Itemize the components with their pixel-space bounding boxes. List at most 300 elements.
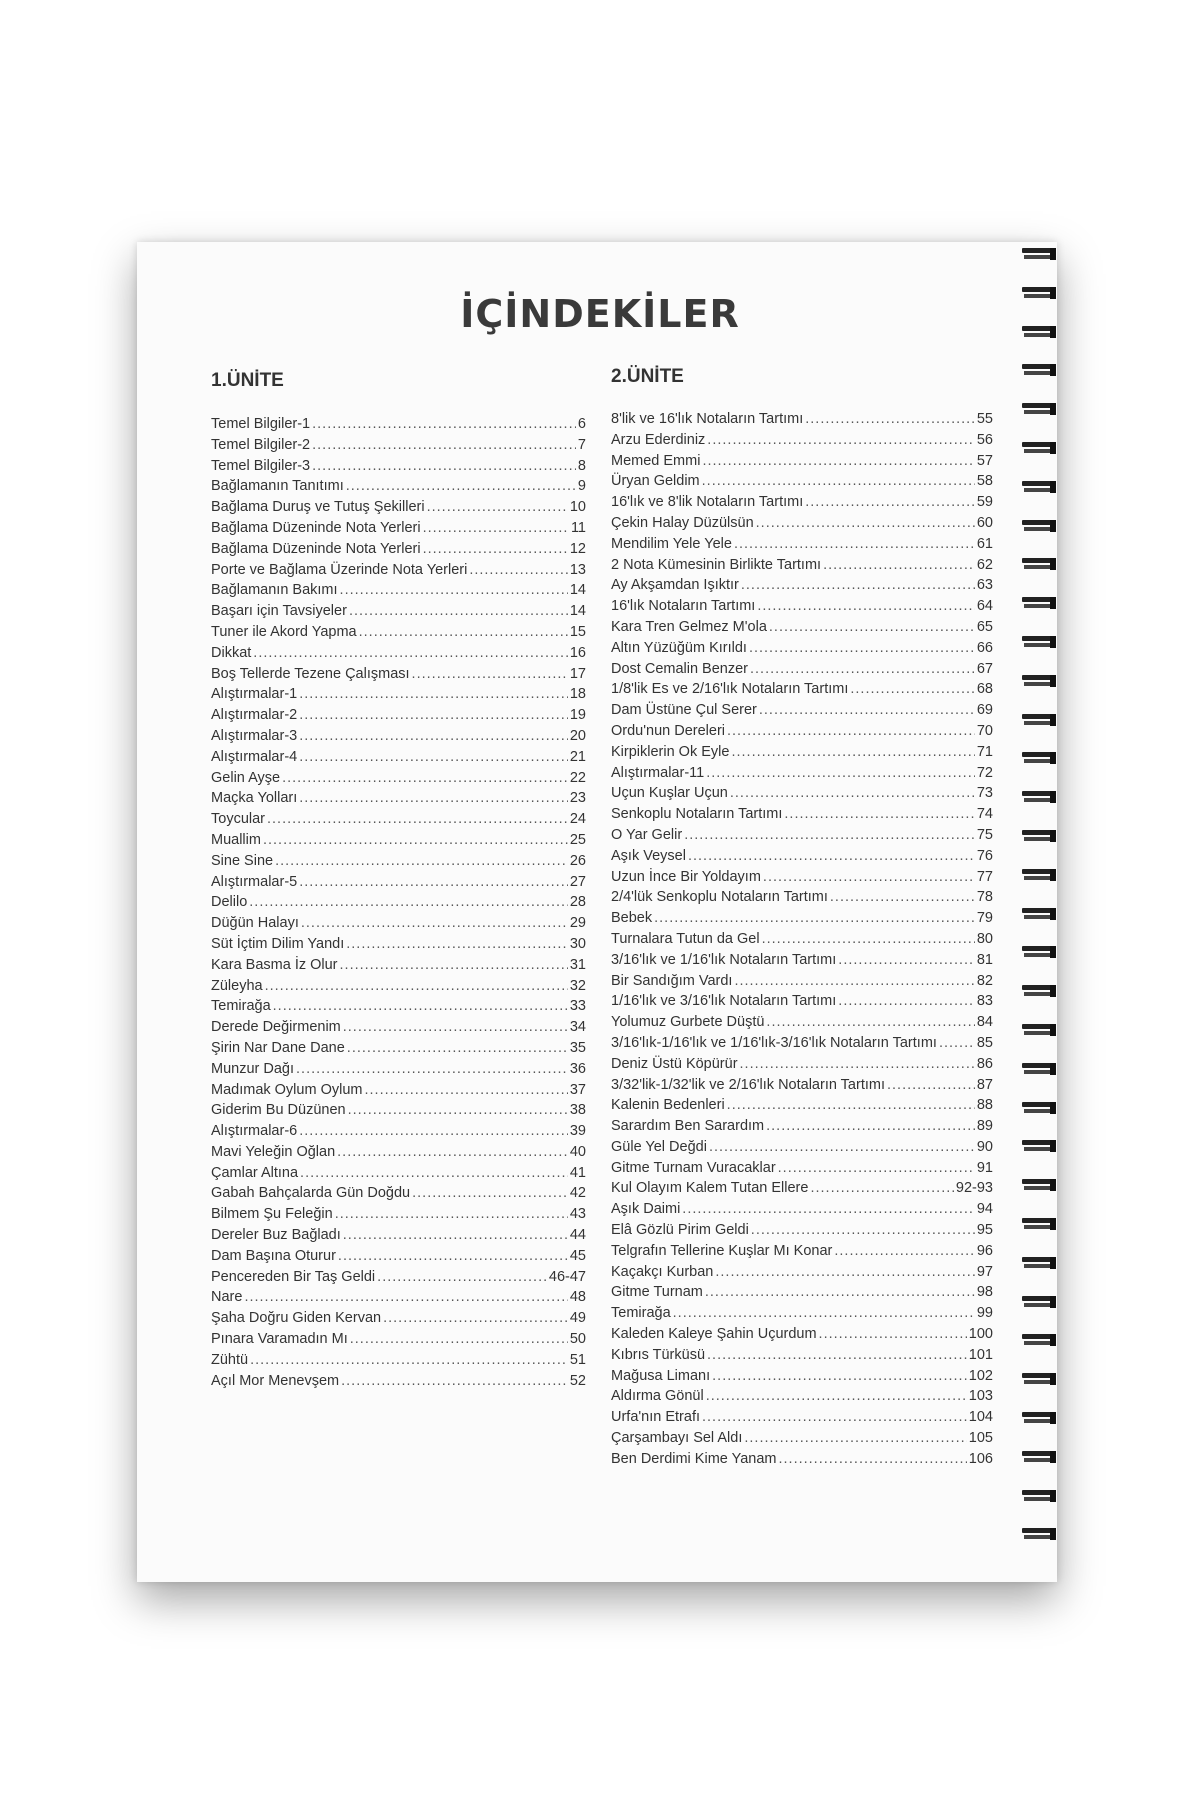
toc-entry bbox=[211, 1269, 586, 1290]
dot-leader bbox=[734, 536, 975, 552]
toc-entry bbox=[211, 1165, 586, 1186]
entry-title: Bebek bbox=[611, 910, 653, 927]
entry-page-number: 10 bbox=[569, 499, 586, 516]
entry-page-number: 63 bbox=[976, 577, 993, 594]
entry-title: Sarardım Ben Sarardım bbox=[611, 1118, 765, 1135]
toc-entry bbox=[611, 785, 993, 806]
entry-page-number: 35 bbox=[569, 1039, 586, 1056]
dot-leader bbox=[296, 1061, 568, 1077]
toc-entry bbox=[211, 1082, 586, 1103]
entry-page-number: 7 bbox=[577, 436, 586, 453]
toc-entry bbox=[611, 1035, 993, 1056]
toc-entry bbox=[211, 458, 586, 479]
entry-title: Mendilim Yele Yele bbox=[611, 535, 732, 552]
dot-leader bbox=[778, 1160, 975, 1176]
entry-page-number: 76 bbox=[976, 847, 993, 864]
dot-leader bbox=[423, 520, 569, 536]
spiral-ring bbox=[1022, 1102, 1058, 1114]
entry-title: Çarşambayı Sel Aldı bbox=[611, 1430, 743, 1447]
entry-title: Kirpiklerin Ok Eyle bbox=[611, 743, 730, 760]
entry-page-number: 86 bbox=[976, 1055, 993, 1072]
entry-page-number: 44 bbox=[569, 1227, 586, 1244]
entry-title: Nare bbox=[211, 1289, 243, 1306]
entry-page-number: 25 bbox=[569, 831, 586, 848]
dot-leader bbox=[715, 1264, 974, 1280]
entry-title: Gelin Ayşe bbox=[211, 769, 281, 786]
entry-page-number: 80 bbox=[976, 930, 993, 947]
dot-leader bbox=[766, 1014, 974, 1030]
toc-entry bbox=[611, 1388, 993, 1409]
entry-title: Turnalara Tutun da Gel bbox=[611, 930, 760, 947]
entry-page-number: 17 bbox=[569, 665, 586, 682]
entry-page-number: 9 bbox=[577, 478, 586, 495]
entry-title: Kalenin Bedenleri bbox=[611, 1097, 725, 1114]
entry-page-number: 24 bbox=[569, 811, 586, 828]
dot-leader bbox=[412, 1185, 568, 1201]
dot-leader bbox=[756, 515, 975, 531]
entry-title: 1/16'lık ve 3/16'lık Notaların Tartımı bbox=[611, 993, 837, 1010]
entry-title: Senkoplu Notaların Tartımı bbox=[611, 806, 783, 823]
toc-entry bbox=[211, 1019, 586, 1040]
entry-page-number: 62 bbox=[976, 556, 993, 573]
entry-page-number: 16 bbox=[569, 644, 586, 661]
toc-entry bbox=[611, 432, 993, 453]
spiral-ring bbox=[1022, 1218, 1058, 1230]
toc-entry bbox=[211, 1040, 586, 1061]
entry-title: Altın Yüzüğüm Kırıldı bbox=[611, 639, 747, 656]
entry-title: Bilmem Şu Feleğin bbox=[211, 1206, 333, 1223]
dot-leader bbox=[299, 749, 568, 765]
toc-entry bbox=[611, 1056, 993, 1077]
toc-entry bbox=[611, 1118, 993, 1139]
entry-title: 3/16'lık-1/16'lık ve 1/16'lık-3/16'lık Notaların Tartımı bbox=[611, 1034, 937, 1051]
dot-leader bbox=[702, 1409, 967, 1425]
toc-entry bbox=[211, 832, 586, 853]
toc-entry bbox=[211, 728, 586, 749]
entry-title: 1/8'lik Es ve 2/16'lık Notaların Tartımı bbox=[611, 681, 849, 698]
entry-title: Aşık Daimi bbox=[611, 1201, 681, 1218]
toc-entry bbox=[211, 978, 586, 999]
entry-page-number: 68 bbox=[976, 681, 993, 698]
toc-entry bbox=[611, 473, 993, 494]
toc-entry bbox=[611, 848, 993, 869]
spiral-ring bbox=[1022, 364, 1058, 376]
entry-title: Bağlamanın Tanıtımı bbox=[211, 478, 344, 495]
entry-title: Memed Emmi bbox=[611, 452, 701, 469]
toc-entry bbox=[211, 1289, 586, 1310]
entry-page-number: 37 bbox=[569, 1081, 586, 1098]
entry-page-number: 32 bbox=[569, 977, 586, 994]
entry-page-number: 55 bbox=[976, 411, 993, 427]
dot-leader bbox=[939, 1035, 975, 1051]
entry-page-number: 89 bbox=[976, 1118, 993, 1135]
spiral-ring bbox=[1022, 908, 1058, 920]
toc-entry bbox=[211, 915, 586, 936]
entry-title: Aşık Veysel bbox=[611, 847, 686, 864]
entry-page-number: 74 bbox=[976, 806, 993, 823]
toc-entry bbox=[611, 1014, 993, 1035]
entry-title: Alıştırmalar-11 bbox=[611, 764, 705, 781]
entry-page-number: 36 bbox=[569, 1060, 586, 1077]
toc-entry bbox=[611, 1451, 993, 1472]
dot-leader bbox=[348, 1102, 568, 1118]
entry-page-number: 102 bbox=[968, 1367, 993, 1384]
toc-entry bbox=[211, 1227, 586, 1248]
dot-leader bbox=[312, 437, 576, 453]
dot-leader bbox=[749, 640, 975, 656]
entry-page-number: 28 bbox=[569, 894, 586, 911]
toc-entry bbox=[611, 598, 993, 619]
entry-title: Dam Başına Oturur bbox=[211, 1247, 336, 1264]
entry-page-number: 85 bbox=[976, 1034, 993, 1051]
toc-entry bbox=[211, 998, 586, 1019]
entry-title: Giderim Bu Düzünen bbox=[211, 1102, 346, 1119]
entry-title: Kaçakçı Kurban bbox=[611, 1263, 714, 1280]
entry-page-number: 27 bbox=[569, 873, 586, 890]
entry-title: Dam Üstüne Çul Serer bbox=[611, 702, 757, 719]
toc-entry bbox=[611, 993, 993, 1014]
entry-title: Temel Bilgiler-2 bbox=[211, 436, 311, 453]
entry-title: O Yar Gelir bbox=[611, 826, 683, 843]
entry-page-number: 39 bbox=[569, 1123, 586, 1140]
entry-title: Alıştırmalar-4 bbox=[211, 748, 298, 765]
spiral-ring bbox=[1022, 675, 1058, 687]
toc-entry bbox=[611, 1222, 993, 1243]
toc-entry bbox=[211, 770, 586, 791]
entry-title: Sine Sine bbox=[211, 852, 274, 869]
dot-leader bbox=[299, 728, 568, 744]
toc-entry bbox=[611, 640, 993, 661]
spiral-ring bbox=[1022, 1296, 1058, 1308]
entry-title: Bir Sandığım Vardı bbox=[611, 972, 733, 989]
spiral-ring bbox=[1022, 752, 1058, 764]
dot-leader bbox=[343, 1227, 568, 1243]
dot-leader bbox=[427, 499, 568, 515]
unit-2-heading: 2.ÜNİTE bbox=[611, 366, 684, 387]
dot-leader bbox=[834, 1243, 974, 1259]
entry-title: Temirağa bbox=[211, 998, 271, 1015]
dot-leader bbox=[347, 1040, 568, 1056]
spiral-binding bbox=[1022, 248, 1062, 1568]
entry-title: Bağlama Düzeninde Nota Yerleri bbox=[211, 519, 421, 536]
toc-entry bbox=[211, 894, 586, 915]
spiral-ring bbox=[1022, 1257, 1058, 1269]
dot-leader bbox=[731, 744, 974, 760]
entry-page-number: 77 bbox=[976, 868, 993, 885]
spiral-ring bbox=[1022, 1140, 1058, 1152]
entry-title: Alıştırmalar-2 bbox=[211, 707, 298, 724]
entry-page-number: 42 bbox=[569, 1185, 586, 1202]
entry-page-number: 8 bbox=[577, 457, 586, 474]
dot-leader bbox=[338, 1248, 568, 1264]
toc-entry bbox=[211, 811, 586, 832]
entry-title: Kara Tren Gelmez M'ola bbox=[611, 618, 767, 635]
entry-page-number: 21 bbox=[569, 748, 586, 765]
toc-entry bbox=[611, 1368, 993, 1389]
spiral-ring bbox=[1022, 869, 1058, 881]
entry-page-number: 12 bbox=[569, 540, 586, 557]
toc-entry bbox=[611, 889, 993, 910]
toc-entry bbox=[611, 952, 993, 973]
dot-leader bbox=[709, 1139, 975, 1155]
toc-entry bbox=[211, 624, 586, 645]
toc-entry bbox=[211, 437, 586, 458]
dot-leader bbox=[769, 619, 975, 635]
entry-page-number: 95 bbox=[976, 1222, 993, 1239]
dot-leader bbox=[340, 582, 568, 598]
entry-page-number: 64 bbox=[976, 598, 993, 615]
toc-entry bbox=[611, 869, 993, 890]
dot-leader bbox=[702, 453, 974, 469]
dot-leader bbox=[838, 952, 975, 968]
dot-leader bbox=[253, 645, 568, 661]
toc-entry bbox=[211, 541, 586, 562]
entry-title: Başarı için Tavsiyeler bbox=[211, 603, 347, 620]
dot-leader bbox=[750, 661, 975, 677]
dot-leader bbox=[706, 765, 975, 781]
spiral-ring bbox=[1022, 1179, 1058, 1191]
toc-entry bbox=[211, 1373, 586, 1394]
dot-leader bbox=[727, 1097, 975, 1113]
entry-page-number: 50 bbox=[569, 1331, 586, 1348]
toc-entry bbox=[211, 1248, 586, 1269]
toc-entry bbox=[611, 1160, 993, 1181]
toc-entry bbox=[611, 453, 993, 474]
entry-page-number: 84 bbox=[976, 1014, 993, 1031]
dot-leader bbox=[763, 869, 975, 885]
toc-entry bbox=[611, 515, 993, 536]
toc-entry bbox=[611, 557, 993, 578]
entry-title: Uçun Kuşlar Uçun bbox=[611, 785, 728, 802]
dot-leader bbox=[887, 1077, 975, 1093]
dot-leader bbox=[300, 1165, 568, 1181]
spiral-ring bbox=[1022, 1451, 1058, 1463]
dot-leader bbox=[359, 624, 568, 640]
toc-entry bbox=[611, 681, 993, 702]
toc-entry bbox=[611, 765, 993, 786]
toc-entry bbox=[611, 1409, 993, 1430]
entry-page-number: 105 bbox=[968, 1430, 993, 1447]
entry-page-number: 49 bbox=[569, 1310, 586, 1327]
dot-leader bbox=[267, 811, 568, 827]
unit-1-toc-list bbox=[211, 416, 586, 1393]
dot-leader bbox=[744, 1430, 966, 1446]
entry-page-number: 94 bbox=[976, 1201, 993, 1218]
toc-entry bbox=[211, 603, 586, 624]
entry-title: Alıştırmalar-3 bbox=[211, 727, 298, 744]
entry-title: Kara Basma İz Olur bbox=[211, 956, 338, 973]
entry-page-number: 48 bbox=[569, 1289, 586, 1306]
spiral-ring bbox=[1022, 403, 1058, 415]
toc-entry bbox=[211, 1102, 586, 1123]
toc-entry bbox=[211, 666, 586, 687]
entry-page-number: 15 bbox=[569, 623, 586, 640]
entry-title: Bağlamanın Bakımı bbox=[211, 582, 338, 599]
toc-entry bbox=[211, 645, 586, 666]
dot-leader bbox=[383, 1310, 568, 1326]
toc-entry bbox=[611, 1077, 993, 1098]
entry-title: Elâ Gözlü Pirim Geldi bbox=[611, 1222, 749, 1239]
entry-title: Yolumuz Gurbete Düştü bbox=[611, 1014, 765, 1031]
entry-title: 3/32'lik-1/32'lik ve 2/16'lık Notaların Tartımı bbox=[611, 1076, 885, 1093]
entry-page-number: 79 bbox=[976, 910, 993, 927]
entry-page-number: 46-47 bbox=[548, 1268, 586, 1285]
spiral-ring bbox=[1022, 1412, 1058, 1424]
dot-leader bbox=[337, 1144, 568, 1160]
entry-title: Derede Değirmenim bbox=[211, 1019, 341, 1036]
spiral-ring bbox=[1022, 597, 1058, 609]
toc-entry bbox=[611, 1264, 993, 1285]
entry-page-number: 101 bbox=[968, 1346, 993, 1363]
spiral-ring bbox=[1022, 946, 1058, 958]
dot-leader bbox=[263, 832, 568, 848]
entry-title: Gitme Turnam Vuracaklar bbox=[611, 1159, 776, 1176]
entry-title: Urfa'nın Etrafı bbox=[611, 1409, 700, 1426]
dot-leader bbox=[250, 1352, 568, 1368]
spiral-ring bbox=[1022, 1490, 1058, 1502]
entry-title: Alıştırmalar-6 bbox=[211, 1123, 298, 1140]
entry-page-number: 52 bbox=[569, 1372, 586, 1389]
dot-leader bbox=[299, 1123, 568, 1139]
entry-title: Zühtü bbox=[211, 1351, 249, 1368]
entry-page-number: 88 bbox=[976, 1097, 993, 1114]
dot-leader bbox=[838, 993, 975, 1009]
entry-page-number: 97 bbox=[976, 1263, 993, 1280]
entry-title: 8'lik ve 16'lık Notaların Tartımı bbox=[611, 411, 804, 427]
entry-title: Züleyha bbox=[211, 977, 263, 994]
entry-page-number: 59 bbox=[976, 494, 993, 511]
entry-title: Süt İçtim Dilim Yandı bbox=[211, 935, 345, 952]
entry-page-number: 90 bbox=[976, 1138, 993, 1155]
dot-leader bbox=[805, 494, 975, 510]
dot-leader bbox=[706, 1388, 967, 1404]
spiral-ring bbox=[1022, 248, 1058, 260]
entry-page-number: 34 bbox=[569, 1019, 586, 1036]
entry-page-number: 30 bbox=[569, 935, 586, 952]
dot-leader bbox=[830, 889, 975, 905]
entry-page-number: 70 bbox=[976, 722, 993, 739]
entry-page-number: 6 bbox=[577, 416, 586, 432]
entry-title: Çamlar Altına bbox=[211, 1164, 299, 1181]
dot-leader bbox=[850, 681, 974, 697]
dot-leader bbox=[249, 894, 568, 910]
entry-page-number: 104 bbox=[968, 1409, 993, 1426]
toc-entry bbox=[211, 562, 586, 583]
dot-leader bbox=[377, 1269, 547, 1285]
dot-leader bbox=[299, 874, 568, 890]
toc-entry bbox=[211, 1123, 586, 1144]
dot-leader bbox=[707, 1347, 967, 1363]
entry-page-number: 69 bbox=[976, 702, 993, 719]
dot-leader bbox=[312, 458, 576, 474]
spiral-ring bbox=[1022, 985, 1058, 997]
entry-page-number: 14 bbox=[569, 603, 586, 620]
entry-page-number: 98 bbox=[976, 1284, 993, 1301]
entry-title: Telgrafın Tellerine Kuşlar Mı Konar bbox=[611, 1242, 833, 1259]
entry-title: Madımak Oylum Oylum bbox=[211, 1081, 363, 1098]
toc-entry bbox=[611, 619, 993, 640]
toc-entry bbox=[211, 1352, 586, 1373]
entry-title: Üryan Geldim bbox=[611, 473, 700, 490]
spiral-ring bbox=[1022, 791, 1058, 803]
entry-title: Temirağa bbox=[611, 1305, 671, 1322]
toc-entry bbox=[211, 853, 586, 874]
toc-entry bbox=[611, 827, 993, 848]
dot-leader bbox=[654, 910, 975, 926]
entry-title: Temel Bilgiler-1 bbox=[211, 416, 311, 432]
entry-title: Pencereden Bir Taş Geldi bbox=[211, 1268, 376, 1285]
dot-leader bbox=[340, 957, 568, 973]
dot-leader bbox=[349, 603, 568, 619]
spiral-ring bbox=[1022, 1334, 1058, 1346]
entry-page-number: 72 bbox=[976, 764, 993, 781]
entry-title: Bağlama Düzeninde Nota Yerleri bbox=[211, 540, 421, 557]
dot-leader bbox=[244, 1289, 567, 1305]
entry-title: Dikkat bbox=[211, 644, 252, 661]
dot-leader bbox=[705, 1284, 975, 1300]
entry-page-number: 40 bbox=[569, 1143, 586, 1160]
entry-page-number: 51 bbox=[569, 1351, 586, 1368]
dot-leader bbox=[350, 1331, 568, 1347]
entry-title: Ordu'nun Dereleri bbox=[611, 722, 725, 739]
entry-page-number: 71 bbox=[976, 743, 993, 760]
toc-entry bbox=[211, 749, 586, 770]
toc-entry bbox=[611, 1430, 993, 1451]
toc-entry bbox=[611, 973, 993, 994]
entry-title: Muallim bbox=[211, 831, 261, 848]
dot-leader bbox=[423, 541, 568, 557]
entry-page-number: 19 bbox=[569, 707, 586, 724]
toc-entry bbox=[211, 874, 586, 895]
entry-page-number: 81 bbox=[976, 951, 993, 968]
spiral-ring bbox=[1022, 830, 1058, 842]
entry-title: Munzur Dağı bbox=[211, 1060, 295, 1077]
dot-leader bbox=[343, 1019, 568, 1035]
entry-title: Ay Akşamdan Işıktır bbox=[611, 577, 739, 594]
toc-entry bbox=[211, 520, 586, 541]
toc-entry bbox=[211, 478, 586, 499]
entry-title: Arzu Ederdiniz bbox=[611, 431, 706, 448]
dot-leader bbox=[730, 785, 975, 801]
entry-page-number: 103 bbox=[968, 1388, 993, 1405]
entry-title: Temel Bilgiler-3 bbox=[211, 457, 311, 474]
entry-title: Dost Cemalin Benzer bbox=[611, 660, 748, 677]
toc-entry bbox=[611, 1326, 993, 1347]
toc-entry bbox=[211, 416, 586, 437]
entry-page-number: 58 bbox=[976, 473, 993, 490]
entry-page-number: 43 bbox=[569, 1206, 586, 1223]
toc-entry bbox=[211, 1144, 586, 1165]
dot-leader bbox=[282, 770, 568, 786]
dot-leader bbox=[299, 707, 568, 723]
dot-leader bbox=[784, 806, 974, 822]
dot-leader bbox=[819, 1326, 967, 1342]
dot-leader bbox=[688, 848, 975, 864]
entry-title: Boş Tellerde Tezene Çalışması bbox=[211, 665, 410, 682]
toc-entry bbox=[611, 1284, 993, 1305]
dot-leader bbox=[682, 1201, 975, 1217]
dot-leader bbox=[823, 557, 975, 573]
toc-entry bbox=[611, 1305, 993, 1326]
toc-entry bbox=[611, 1243, 993, 1264]
entry-title: Şirin Nar Dane Dane bbox=[211, 1039, 345, 1056]
entry-page-number: 18 bbox=[569, 686, 586, 703]
toc-entry bbox=[611, 411, 993, 432]
toc-entry bbox=[611, 931, 993, 952]
dot-leader bbox=[707, 432, 975, 448]
entry-page-number: 91 bbox=[976, 1159, 993, 1176]
dot-leader bbox=[741, 577, 975, 593]
